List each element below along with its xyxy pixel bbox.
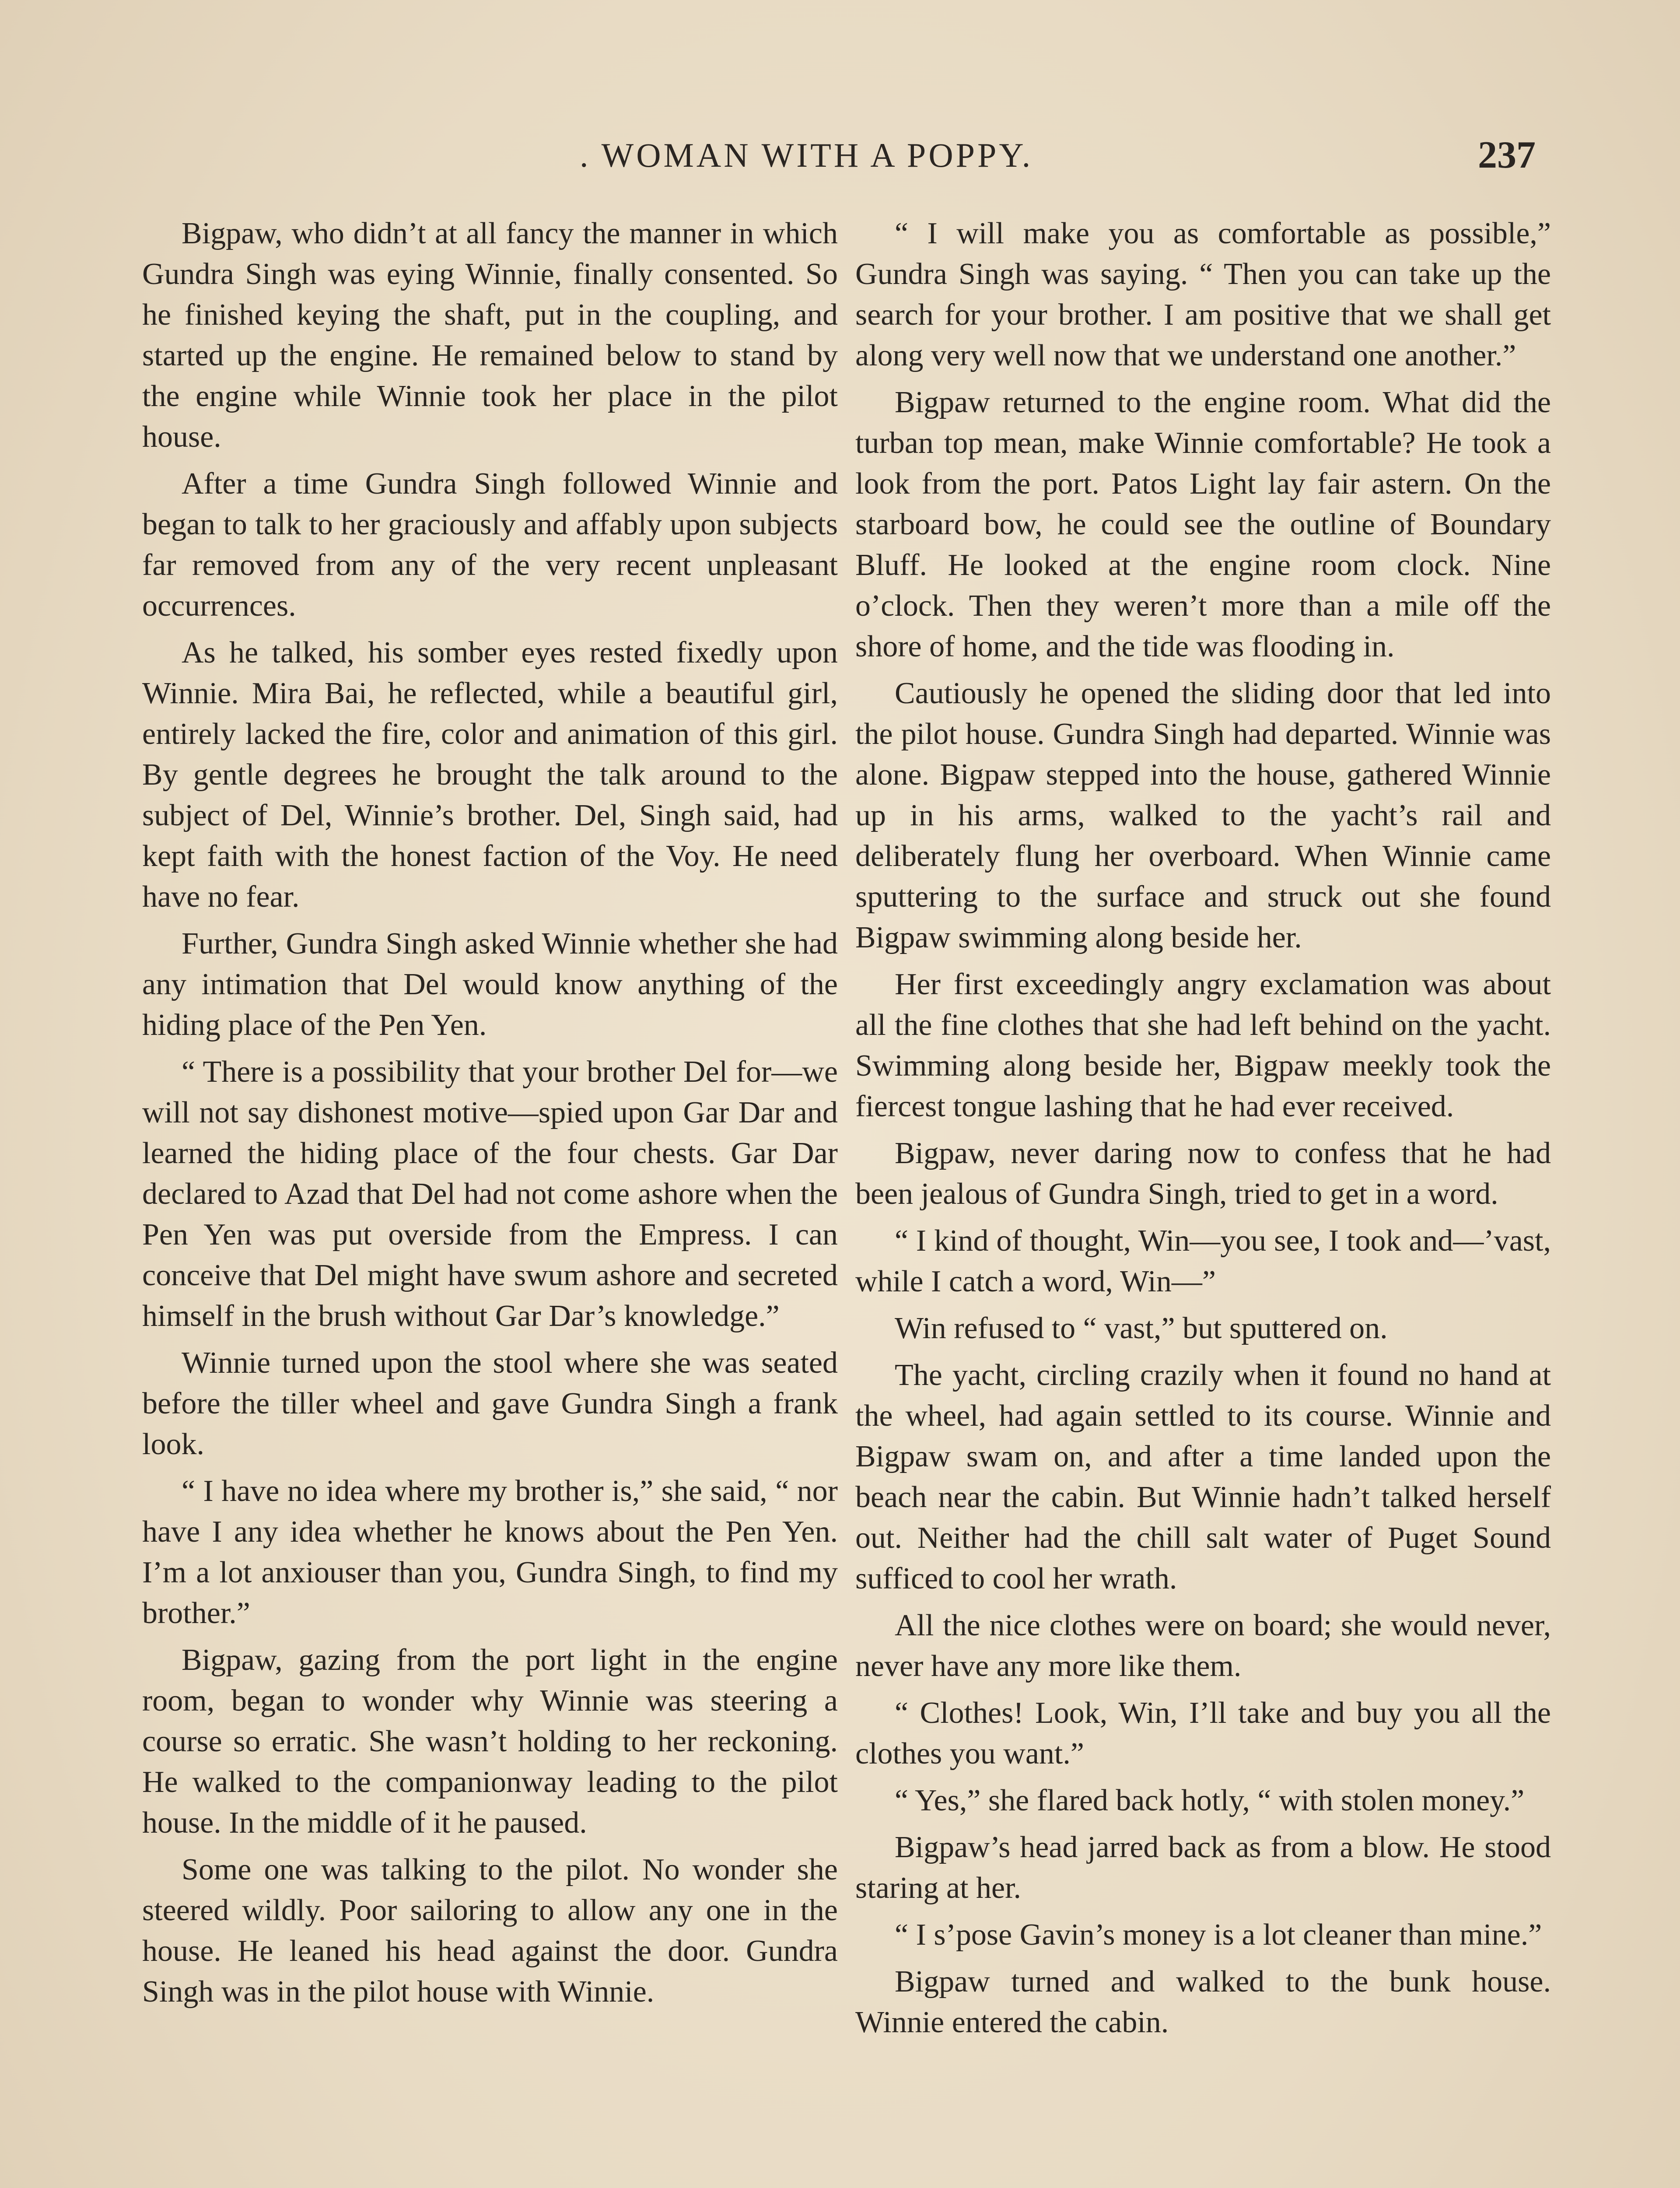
page-number: 237 (1478, 134, 1536, 176)
paragraph: Bigpaw returned to the engine room. What did the turban top mean, make Winnie comfortable? He took a look from the port. Patos Light lay fair astern. On the starboard bow, he could see the outline of Boundary Bluff. He looked at the engine room clock. Nine o’clock. Then they weren’t more than a mile off the shore of home, and the tide was flooding in. (855, 386, 1551, 663)
running-title: . WOMAN WITH A POPPY. (580, 136, 1033, 174)
paragraph: “ I kind of thought, Win—you see, I took and—’vast, while I catch a word, Win—” (855, 1224, 1551, 1298)
paragraph: “ I s’pose Gavin’s money is a lot cleaner than mine.” (895, 1918, 1542, 1952)
paragraph: “ I have no idea where my brother is,” she said, “ nor have I any idea whether he knows about the Pen Yen. I’m a lot anxiouser than you, Gundra Singh, to find my brother.” (142, 1474, 838, 1630)
paragraph: The yacht, circling crazily when it found no hand at the wheel, had again settled to its course. Winnie and Bigpaw swam on, and after a time landed upon the beach near the cabin. But Winnie hadn’t talked herself out. Neither had the chill salt water of Puget Sound sufficed to cool her wrath. (855, 1358, 1551, 1595)
paragraph: “ Yes,” she flared back hotly, “ with stolen money.” (895, 1784, 1525, 1817)
paragraph: Bigpaw turned and walked to the bunk house. Winnie entered the cabin. (855, 1965, 1551, 2039)
paragraph: “ I will make you as comfortable as possible,” Gundra Singh was saying. “ Then you can take up the search for your brother. I am positive that we shall get along very well now that we understand one another.” (855, 217, 1551, 372)
paragraph: After a time Gundra Singh followed Winnie and began to talk to her graciously and affably upon subjects far removed from any of the very recent unpleasant occurrences. (142, 467, 838, 623)
paragraph: Cautiously he opened the sliding door that led into the pilot house. Gundra Singh had departed. Winnie was alone. Bigpaw stepped into the house, gathered Winnie up in his arms, walked to the yacht’s rail and deliberately flung her overboard. When Winnie came sputtering to the surface and struck out she found Bigpaw swimming along beside her. (855, 677, 1551, 954)
paragraph: Further, Gundra Singh asked Winnie whether she had any intimation that Del would know anything of the hiding place of the Pen Yen. (142, 927, 838, 1042)
paragraph: All the nice clothes were on board; she would never, never have any more like them. (855, 1609, 1551, 1683)
paragraph: Bigpaw, who didn’t at all fancy the manner in which Gundra Singh was eying Winnie, finally consented. So he finished keying the shaft, put in the coupling, and started up the engine. He remained below to stand by the engine while Winnie took her place in the pilot house. (142, 217, 838, 454)
paragraph: “ There is a possibility that your brother Del for—we will not say dishonest motive—spied upon Gar Dar and learned the hiding place of the four chests. Gar Dar declared to Azad that Del had not come ashore when the Pen Yen was put overside from the Empress. I can conceive that Del might have swum ashore and secreted himself in the brush without Gar Dar’s knowledge.” (142, 1055, 838, 1333)
paragraph: Her first exceedingly angry exclamation was about all the fine clothes that she had left behind on the yacht. Swimming along beside her, Bigpaw meekly took the fiercest tongue lashing that he had ever received. (855, 968, 1551, 1123)
paragraph: Bigpaw, never daring now to confess that he had been jealous of Gundra Singh, tried to get in a word. (855, 1136, 1551, 1211)
paragraph: “ Clothes! Look, Win, I’ll take and buy you all the clothes you want.” (855, 1696, 1551, 1771)
paragraph: Win refused to “ vast,” but sputtered on. (895, 1311, 1388, 1345)
paragraph: Bigpaw’s head jarred back as from a blow. He stood staring at her. (855, 1830, 1551, 1905)
page-header (0, 131, 1680, 179)
paragraph: Some one was talking to the pilot. No wonder she steered wildly. Poor sailoring to allow any one in the house. He leaned his head against the door. Gundra Singh was in the pilot house with Winnie. (142, 1853, 838, 2009)
paragraph: Winnie turned upon the stool where she was seated before the tiller wheel and gave Gundra Singh a frank look. (142, 1346, 838, 1461)
right-column (855, 213, 1551, 2049)
left-column (142, 213, 838, 2018)
paragraph: As he talked, his somber eyes rested fixedly upon Winnie. Mira Bai, he reflected, while a beautiful girl, entirely lacked the fire, color and animation of this girl. By gentle degrees he brought the talk around to the subject of Del, Winnie’s brother. Del, Singh said, had kept faith with the honest faction of the Voy. He need have no fear. (142, 636, 838, 914)
paragraph: Bigpaw, gazing from the port light in the engine room, began to wonder why Winnie was steering a course so erratic. She wasn’t holding to her reckoning. He walked to the companionway leading to the pilot house. In the middle of it he paused. (142, 1643, 838, 1840)
